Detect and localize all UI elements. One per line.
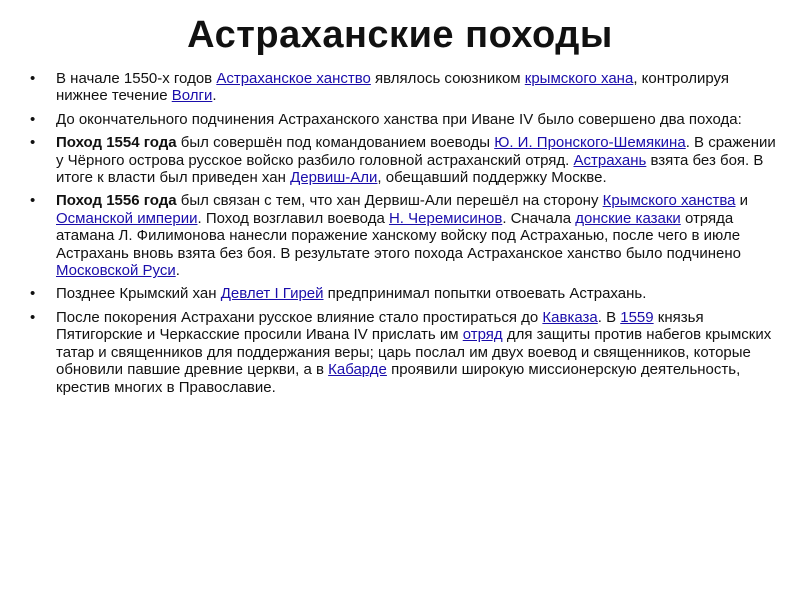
bullet-item: [30, 134, 778, 186]
hyperlink[interactable]: Астраханское ханство: [216, 70, 371, 87]
hyperlink[interactable]: донские казаки: [575, 209, 681, 227]
text-run: князья Пятигорские и Черкасские просили Ивана IV прислать им: [56, 308, 704, 344]
bullet-dot: •: [30, 70, 36, 87]
text-run: .: [212, 87, 217, 105]
text-run: В начале 1550-х годов: [56, 70, 217, 87]
text-run: и: [735, 192, 749, 210]
bullet-item: [30, 285, 778, 302]
hyperlink[interactable]: 1559: [620, 308, 654, 326]
text-run: предпринимал попытки отвоевать Астрахань.: [323, 285, 647, 303]
bullet-dot: •: [30, 285, 36, 303]
bullet-dot: •: [30, 110, 36, 128]
hyperlink[interactable]: Крымского ханства: [602, 192, 736, 210]
text-run: . Поход возглавил воевода: [197, 209, 389, 227]
hyperlink[interactable]: Ю. И. Пронского-Шемякина: [494, 134, 686, 152]
text-run: взята без боя. В итоге к власти был приведен хан: [56, 151, 764, 187]
text-run: .: [175, 262, 180, 280]
bullet-item: [30, 309, 778, 396]
text-run: проявили широкую миссионерскую деятельность, крестив многих в Православие.: [56, 361, 741, 396]
hyperlink[interactable]: Московской Руси: [56, 262, 176, 280]
bullet-dot: •: [30, 308, 36, 326]
hyperlink[interactable]: Дервиш-Али: [290, 169, 378, 187]
text-run: . Сначала: [502, 209, 576, 227]
bullet-dot: •: [30, 192, 36, 210]
hyperlink[interactable]: Астрахань: [573, 151, 647, 169]
bullet-dot: •: [30, 134, 36, 152]
hyperlink[interactable]: отряд: [462, 326, 503, 344]
text-run: После покорения Астрахани русское влияние стало простираться до: [56, 308, 543, 326]
hyperlink[interactable]: Кавказа: [542, 308, 598, 326]
hyperlink[interactable]: Османской империи: [56, 209, 198, 227]
hyperlink[interactable]: Н. Черемисинов: [388, 209, 503, 227]
bold-heading: Поход 1556 года: [56, 192, 177, 210]
text-run: для защиты против набегов крымских татар и священников для поддержания веры; царь послал им двух воевод и священников, которые обновили павшие древние церкви, а в: [56, 326, 772, 379]
text-run: . В: [597, 308, 621, 326]
text-run: отряда атамана Л. Филимонова нанесли поражение ханскому войску под Астраханью, после чего в июле Астрахань вновь взята без боя. В результате этого похода Астраханское ханство было подчинено: [56, 209, 741, 262]
hyperlink[interactable]: Кабарде: [328, 361, 387, 379]
hyperlink[interactable]: Девлет I Гирей: [220, 285, 324, 303]
hyperlink[interactable]: Волги: [171, 87, 213, 105]
bullet-item: [30, 192, 778, 279]
text-run: , контролируя нижнее течение: [56, 70, 729, 105]
text-run: До окончательного подчинения Астраханского ханства при Иване IV было совершено два похода:: [56, 110, 742, 128]
text-run: был связан с тем, что хан Дервиш-Али перешёл на сторону: [176, 192, 603, 210]
text-run: , обещавший поддержку Москве.: [377, 169, 607, 187]
hyperlink[interactable]: крымского хана: [524, 70, 634, 87]
text-run: был совершён под командованием воеводы: [176, 134, 495, 152]
bullet-item: [30, 111, 778, 128]
bullet-list: [30, 70, 778, 402]
text-run: Позднее Крымский хан: [56, 285, 221, 303]
bold-heading: Поход 1554 года: [56, 134, 177, 152]
slide-title: Астраханские походы: [187, 14, 613, 56]
text-run: . В сражении у Чёрного острова русское войско разбило головной астраханский отряд.: [56, 134, 776, 169]
text-run: являлось союзником: [370, 70, 525, 87]
bullet-item: [30, 70, 778, 105]
